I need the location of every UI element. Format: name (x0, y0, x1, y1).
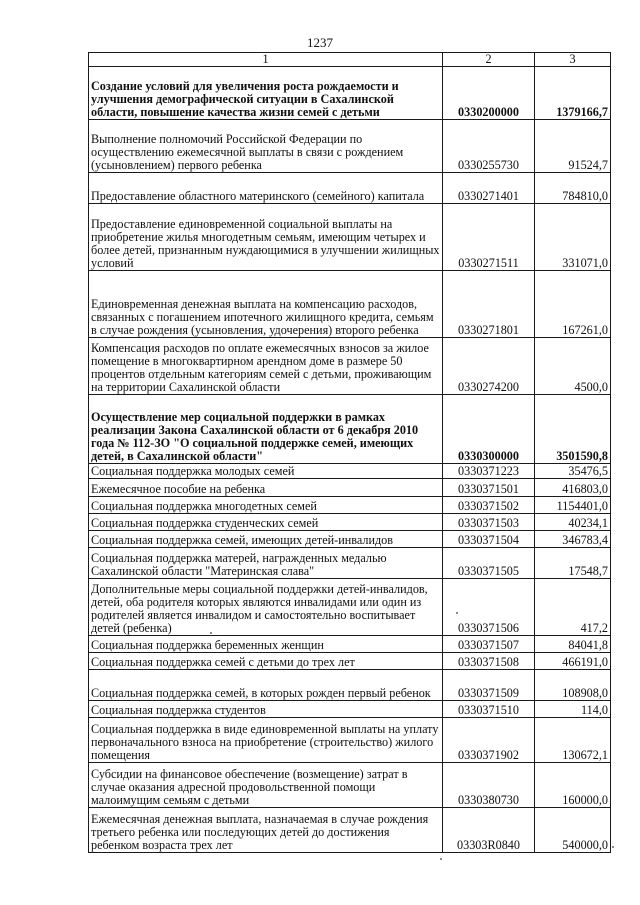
row-name: Выполнение полномочий Российской Федерации по осуществлению ежемесячной выплаты в связи с рождением (усыновлением) первого ребенка (89, 120, 443, 173)
row-code: 0330380730 (443, 763, 535, 808)
row-name: Социальная поддержка молодых семей (89, 464, 443, 479)
row-amount: 17548,7 (535, 548, 611, 579)
row-name: Ежемесячное пособие на ребенка (89, 479, 443, 497)
row-amount: 331071,0 (535, 204, 611, 271)
row-name: Дополнительные меры социальной поддержки детей-инвалидов, детей, оба родителя которых являются инвалидами или один из родителей является инвалидом и самостоятельно воспитывает детей (ребенка) (89, 579, 443, 636)
row-name: Социальная поддержка студенческих семей (89, 514, 443, 531)
table-row (89, 531, 611, 548)
row-amount: 91524,7 (535, 120, 611, 173)
scan-speck (210, 632, 212, 634)
row-code: 0330371507 (443, 636, 535, 653)
row-name: Компенсация расходов по оплате ежемесячных взносов за жилое помещение в многоквартирном арендном доме в размере 50 процентов отдельным категориям семей с детьми, проживающим на территории Сахалинской области (89, 338, 443, 395)
column-header-2: 2 (443, 53, 535, 67)
row-name: Социальная поддержка семей, имеющих детей-инвалидов (89, 531, 443, 548)
table-row (89, 120, 611, 173)
row-name: Предоставление единовременной социальной выплаты на приобретение жилья многодетным семьям, имеющим четырех и более детей, признанным нуждающимися в улучшении жилищных условий (89, 204, 443, 271)
row-name: Социальная поддержка беременных женщин (89, 636, 443, 653)
scan-speck (440, 858, 442, 860)
row-code: 0330371502 (443, 497, 535, 514)
row-name: Социальная поддержка многодетных семей (89, 497, 443, 514)
row-amount: 417,2 (535, 579, 611, 636)
table-row (89, 808, 611, 853)
table-row (89, 579, 611, 636)
table-row (89, 271, 611, 338)
row-name: Социальная поддержка в виде единовременной выплаты на уплату первоначального взноса на приобретение (строительство) жилого помещения (89, 718, 443, 763)
table-row (89, 338, 611, 395)
row-name: Ежемесячная денежная выплата, назначаемая в случае рождения третьего ребенка или последующих детей до достижения ребенком возраста трех лет (89, 808, 443, 853)
header-row (89, 53, 611, 67)
row-code: 0330255730 (443, 120, 535, 173)
table-row (89, 701, 611, 718)
row-name: Социальная поддержка студентов (89, 701, 443, 718)
row-name: Субсидии на финансовое обеспечение (возмещение) затрат в случае оказания адресной продовольственной помощи малоимущим семьям с детьми (89, 763, 443, 808)
row-amount: 4500,0 (535, 338, 611, 395)
row-code: 0330371501 (443, 479, 535, 497)
row-name: Социальная поддержка семей с детьми до трех лет (89, 653, 443, 670)
row-code: 0330271401 (443, 173, 535, 204)
row-code: 0330371506 (443, 579, 535, 636)
row-name: Осуществление мер социальной поддержки в рамках реализации Закона Сахалинской области от 6 декабря 2010 года № 112-ЗО "О социальной поддержке семей, имеющих детей, в Сахалинской области" (89, 395, 443, 464)
row-code: 0330371902 (443, 718, 535, 763)
column-header-1: 1 (89, 53, 443, 67)
table-row (89, 670, 611, 701)
page-number: 1237 (307, 35, 333, 50)
row-code: 0330200000 (443, 67, 535, 120)
row-amount: 1154401,0 (535, 497, 611, 514)
row-amount: 3501590,8 (535, 395, 611, 464)
table-row (89, 636, 611, 653)
row-code: 0330371510 (443, 701, 535, 718)
row-name: Социальная поддержка семей, в которых рожден первый ребенок (89, 670, 443, 701)
row-amount: 416803,0 (535, 479, 611, 497)
row-amount: 108908,0 (535, 670, 611, 701)
row-amount: 466191,0 (535, 653, 611, 670)
row-amount: 346783,4 (535, 531, 611, 548)
row-amount: 160000,0 (535, 763, 611, 808)
row-amount: 84041,8 (535, 636, 611, 653)
table-row (89, 548, 611, 579)
row-code: 0330271511 (443, 204, 535, 271)
budget-table (88, 52, 611, 853)
row-name: Единовременная денежная выплата на компенсацию расходов, связанных с погашением ипотечного жилищного кредита, семьям в случае рождения (усыновления, удочерения) второго ребенка (89, 271, 443, 338)
row-name: Создание условий для увеличения роста рождаемости и улучшения демографической ситуации в Сахалинской области, повышение качества жизни семей с детьми (89, 67, 443, 120)
row-amount: 40234,1 (535, 514, 611, 531)
row-code: 0330300000 (443, 395, 535, 464)
scan-speck (456, 612, 458, 614)
scan-speck (612, 846, 614, 848)
table-row (89, 718, 611, 763)
row-name: Предоставление областного материнского (семейного) капитала (89, 173, 443, 204)
table-row (89, 464, 611, 479)
row-code: 0330371505 (443, 548, 535, 579)
row-code: 0330371503 (443, 514, 535, 531)
table-row (89, 514, 611, 531)
table-row (89, 67, 611, 120)
table-row (89, 204, 611, 271)
row-code: 0330371504 (443, 531, 535, 548)
row-amount: 1379166,7 (535, 67, 611, 120)
table-row (89, 653, 611, 670)
row-code: 03303R0840 (443, 808, 535, 853)
row-amount: 114,0 (535, 701, 611, 718)
row-code: 0330271801 (443, 271, 535, 338)
row-amount: 784810,0 (535, 173, 611, 204)
table-row (89, 173, 611, 204)
row-code: 0330371509 (443, 670, 535, 701)
row-code: 0330371223 (443, 464, 535, 479)
table-row (89, 479, 611, 497)
table-row (89, 497, 611, 514)
column-header-3: 3 (535, 53, 611, 67)
row-amount: 167261,0 (535, 271, 611, 338)
row-code: 0330274200 (443, 338, 535, 395)
row-amount: 540000,0 (535, 808, 611, 853)
row-amount: 35476,5 (535, 464, 611, 479)
row-name: Социальная поддержка матерей, награжденных медалью Сахалинской области "Материнская слава" (89, 548, 443, 579)
row-code: 0330371508 (443, 653, 535, 670)
table-row (89, 395, 611, 464)
table-row (89, 763, 611, 808)
row-amount: 130672,1 (535, 718, 611, 763)
